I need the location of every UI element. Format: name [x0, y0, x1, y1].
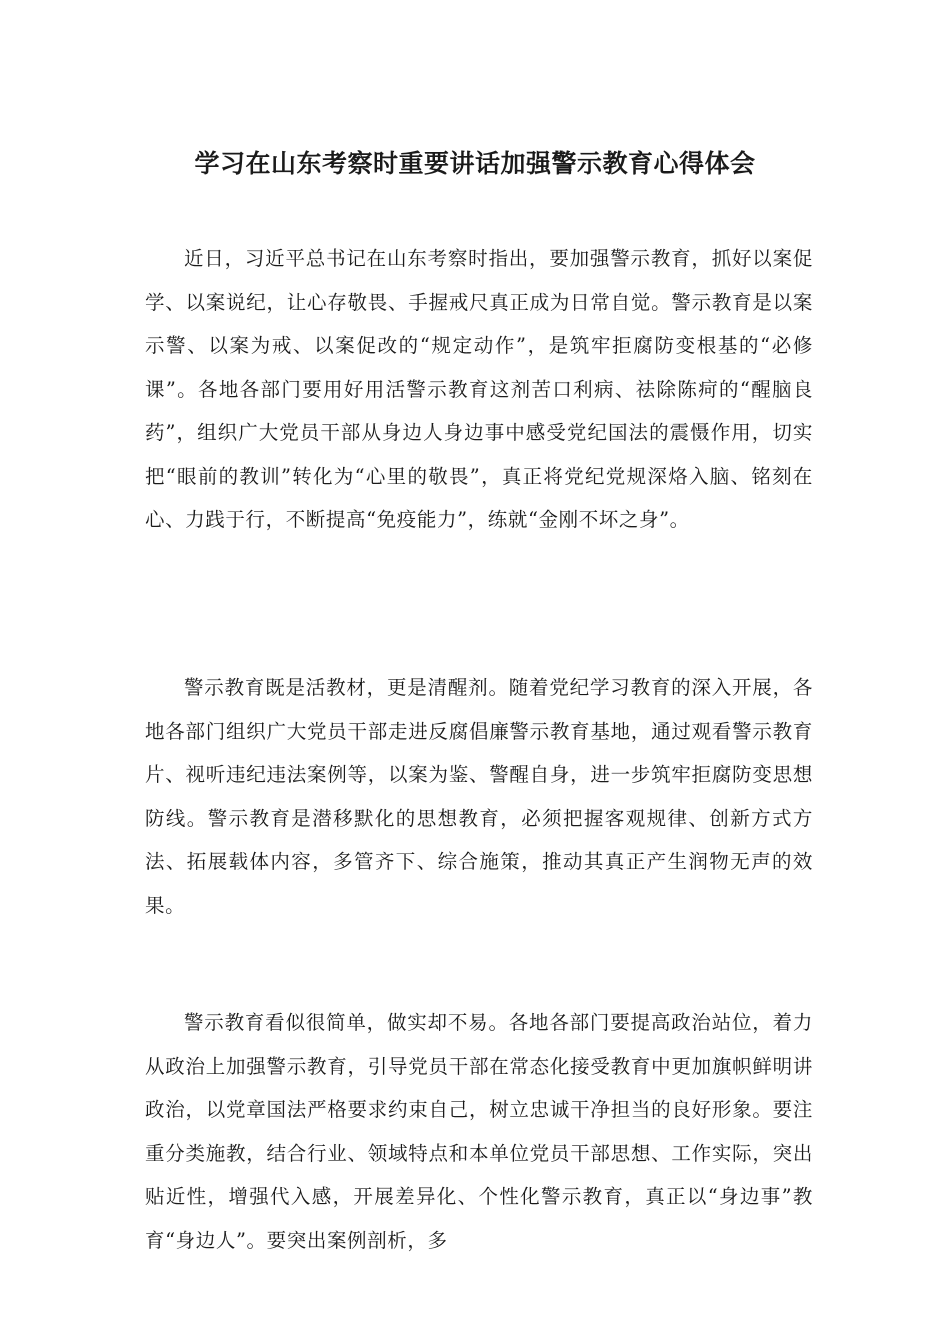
paragraph-3: 警示教育看似很简单，做实却不易。各地各部门要提高政治站位，着力从政治上加强警示教育，引导党员干部在常态化接受教育中更加旗帜鲜明讲政治，以党章国法严格要求约束自己，树立忠诚干净担当的良好形象。要注重分类施教，结合行业、领域特点和本单位党员干部思想、工作实际，突出贴近性，增强代入感，开展差异化、个性化警示教育，真正以“身边事”教育“身边人”。要突出案例剖析，多: [145, 1011, 813, 1252]
paragraph-2: 警示教育既是活教材，更是清醒剂。随着党纪学习教育的深入开展，各地各部门组织广大党员干部走进反腐倡廉警示教育基地，通过观看警示教育片、视听违纪违法案例等，以案为鉴、警醒自身，进一步筑牢拒腐防变思想防线。警示教育是潜移默化的思想教育，必须把握客观规律、创新方式方法、拓展载体内容，多管齐下、综合施策，推动其真正产生润物无声的效果。: [145, 676, 813, 917]
paragraph-1: 近日，习近平总书记在山东考察时指出，要加强警示教育，抓好以案促学、以案说纪，让心存敬畏、手握戒尺真正成为日常自觉。警示教育是以案示警、以案为戒、以案促改的“规定动作”，是筑牢拒腐防变根基的“必修课”。各地各部门要用好用活警示教育这剂苦口利病、祛除陈疴的“醒脑良药”，组织广大党员干部从身边人身边事中感受党纪国法的震慑作用，切实把“眼前的教训”转化为“心里的敬畏”，真正将党纪党规深烙入脑、铭刻在心、力践于行，不断提高“免疫能力”，练就“金刚不坏之身”。: [145, 247, 813, 531]
document-title: 学习在山东考察时重要讲话加强警示教育心得体会: [194, 149, 756, 178]
